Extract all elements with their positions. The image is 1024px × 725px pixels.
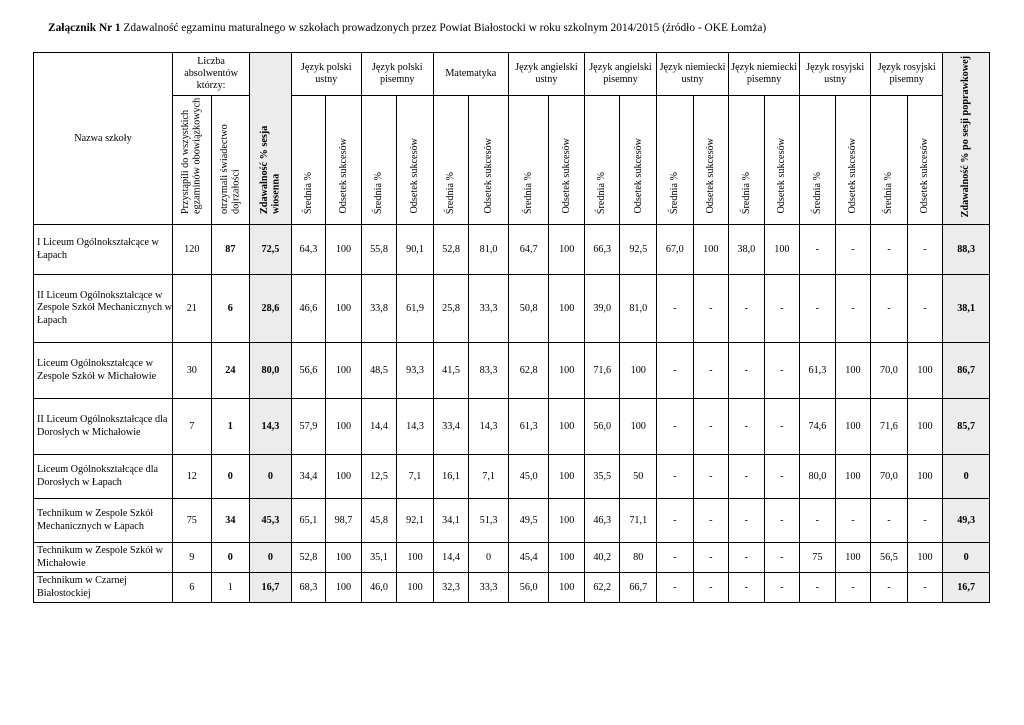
success-rate-cell: 71,1 — [620, 499, 657, 543]
average-cell: - — [657, 275, 694, 343]
average-cell: 61,3 — [800, 343, 836, 399]
success-rate-cell: 83,3 — [469, 343, 509, 399]
success-rate-cell: 81,0 — [620, 275, 657, 343]
success-rate-cell: 100 — [549, 343, 585, 399]
average-cell: - — [657, 455, 694, 499]
success-rate-cell: - — [693, 343, 729, 399]
school-name-cell: Liceum Ogólnokształcące dla Dorosłych w Łapach — [34, 455, 173, 499]
average-cell: 25,8 — [433, 275, 469, 343]
certificate-cell: 34 — [211, 499, 250, 543]
pass-may-cell: 0 — [250, 455, 292, 499]
pass-may-cell: 16,7 — [250, 573, 292, 603]
header-success-rate: Odsetek sukcesów — [549, 96, 585, 225]
success-rate-cell: 90,1 — [397, 225, 434, 275]
success-rate-cell: 100 — [549, 543, 585, 573]
success-rate-cell: - — [764, 399, 800, 455]
success-rate-cell: 80 — [620, 543, 657, 573]
took-exams-cell: 6 — [173, 573, 212, 603]
success-rate-cell: - — [693, 275, 729, 343]
average-cell: 48,5 — [361, 343, 397, 399]
table-row — [34, 455, 990, 499]
certificate-cell: 87 — [211, 225, 250, 275]
certificate-cell: 24 — [211, 343, 250, 399]
average-cell: 55,8 — [361, 225, 397, 275]
average-cell: 56,0 — [584, 399, 620, 455]
pass-may-cell: 72,5 — [250, 225, 292, 275]
average-cell: 35,5 — [584, 455, 620, 499]
pass-may-cell: 28,6 — [250, 275, 292, 343]
average-cell: - — [871, 499, 908, 543]
school-name-cell: II Liceum Ogólnokształcące w Zespole Szkół Mechanicznych w Łapach — [34, 275, 173, 343]
pass-may-cell: 0 — [250, 543, 292, 573]
caption-text: Zdawalność egzaminu maturalnego w szkołach prowadzonych przez Powiat Białostocki w roku szkolnym 2014/2015 (źródło - OKE Łomża) — [120, 22, 767, 34]
average-cell: 12,5 — [361, 455, 397, 499]
success-rate-cell: 100 — [693, 225, 729, 275]
average-cell: - — [657, 399, 694, 455]
success-rate-cell: - — [693, 499, 729, 543]
average-cell: - — [729, 399, 765, 455]
average-cell: 64,3 — [291, 225, 326, 275]
success-rate-cell: 100 — [326, 275, 362, 343]
took-exams-cell: 9 — [173, 543, 212, 573]
success-rate-cell: 100 — [549, 573, 585, 603]
header-subject: Język angielski ustny — [508, 53, 584, 96]
header-success-rate: Odsetek sukcesów — [907, 96, 943, 225]
average-cell: 56,6 — [291, 343, 326, 399]
average-cell: 35,1 — [361, 543, 397, 573]
header-success-rate: Odsetek sukcesów — [620, 96, 657, 225]
average-cell: 34,1 — [433, 499, 469, 543]
average-cell: 45,8 — [361, 499, 397, 543]
header-subject: Język polski pisemny — [361, 53, 433, 96]
success-rate-cell: - — [835, 573, 871, 603]
took-exams-cell: 7 — [173, 399, 212, 455]
average-cell: - — [657, 499, 694, 543]
average-cell: 16,1 — [433, 455, 469, 499]
average-cell: - — [729, 275, 765, 343]
certificate-cell: 6 — [211, 275, 250, 343]
success-rate-cell: 100 — [620, 343, 657, 399]
table-row — [34, 225, 990, 275]
success-rate-cell: 100 — [835, 543, 871, 573]
success-rate-cell: - — [693, 543, 729, 573]
average-cell: 68,3 — [291, 573, 326, 603]
success-rate-cell: 100 — [907, 455, 943, 499]
average-cell: 62,2 — [584, 573, 620, 603]
success-rate-cell: 51,3 — [469, 499, 509, 543]
success-rate-cell: - — [764, 455, 800, 499]
success-rate-cell: - — [835, 225, 871, 275]
school-name-cell: I Liceum Ogólnokształcące w Łapach — [34, 225, 173, 275]
average-cell: 45,0 — [508, 455, 549, 499]
pass-may-cell: 80,0 — [250, 343, 292, 399]
header-success-rate: Odsetek sukcesów — [326, 96, 362, 225]
took-exams-cell: 12 — [173, 455, 212, 499]
success-rate-cell: - — [764, 543, 800, 573]
page-caption — [48, 22, 766, 34]
school-name-cell: Technikum w Zespole Szkół w Michałowie — [34, 543, 173, 573]
success-rate-cell: - — [907, 225, 943, 275]
caption-label: Załącznik Nr 1 — [48, 22, 121, 34]
school-name-cell: Technikum w Czarnej Białostockiej — [34, 573, 173, 603]
average-cell: - — [800, 499, 836, 543]
header-pass-after-retake: Zdawalność % po sesji poprawkowej — [943, 53, 990, 225]
pass-after-retake-cell: 0 — [943, 543, 990, 573]
certificate-cell: 1 — [211, 399, 250, 455]
success-rate-cell: - — [835, 499, 871, 543]
average-cell: 80,0 — [800, 455, 836, 499]
header-took-exams: Przystąpili do wszystkich egzaminów obowiązkowych — [173, 96, 212, 225]
pass-may-cell: 14,3 — [250, 399, 292, 455]
success-rate-cell: 100 — [907, 543, 943, 573]
success-rate-cell: 33,3 — [469, 275, 509, 343]
average-cell: 45,4 — [508, 543, 549, 573]
success-rate-cell: 98,7 — [326, 499, 362, 543]
header-average: Średnia % — [584, 96, 620, 225]
pass-after-retake-cell: 86,7 — [943, 343, 990, 399]
average-cell: - — [871, 275, 908, 343]
success-rate-cell: - — [693, 399, 729, 455]
average-cell: - — [729, 573, 765, 603]
success-rate-cell: - — [835, 275, 871, 343]
average-cell: 75 — [800, 543, 836, 573]
success-rate-cell: - — [764, 275, 800, 343]
success-rate-cell: - — [907, 275, 943, 343]
average-cell: 46,6 — [291, 275, 326, 343]
success-rate-cell: 100 — [549, 275, 585, 343]
average-cell: 56,0 — [508, 573, 549, 603]
pass-after-retake-cell: 16,7 — [943, 573, 990, 603]
average-cell: 74,6 — [800, 399, 836, 455]
header-success-rate: Odsetek sukcesów — [764, 96, 800, 225]
certificate-cell: 1 — [211, 573, 250, 603]
header-average: Średnia % — [361, 96, 397, 225]
success-rate-cell: 100 — [326, 455, 362, 499]
success-rate-cell: 100 — [549, 499, 585, 543]
success-rate-cell: 100 — [326, 543, 362, 573]
header-success-rate: Odsetek sukcesów — [835, 96, 871, 225]
results-table — [33, 52, 990, 603]
header-got-certificate: otrzymali świadectwo dojrzałości — [211, 96, 250, 225]
success-rate-cell: 100 — [326, 343, 362, 399]
success-rate-cell: 50 — [620, 455, 657, 499]
average-cell: 14,4 — [361, 399, 397, 455]
average-cell: 38,0 — [729, 225, 765, 275]
average-cell: - — [800, 275, 836, 343]
success-rate-cell: 14,3 — [469, 399, 509, 455]
success-rate-cell: 61,9 — [397, 275, 434, 343]
average-cell: 66,3 — [584, 225, 620, 275]
success-rate-cell: 7,1 — [397, 455, 434, 499]
pass-after-retake-cell: 49,3 — [943, 499, 990, 543]
average-cell: 57,9 — [291, 399, 326, 455]
success-rate-cell: - — [907, 499, 943, 543]
took-exams-cell: 120 — [173, 225, 212, 275]
success-rate-cell: 100 — [764, 225, 800, 275]
header-pass-may: Zdawalność % sesja wiosenna — [250, 53, 292, 225]
header-subject: Język rosyjski ustny — [800, 53, 871, 96]
success-rate-cell: 100 — [549, 399, 585, 455]
table-row — [34, 275, 990, 343]
average-cell: 52,8 — [291, 543, 326, 573]
success-rate-cell: - — [907, 573, 943, 603]
average-cell: 70,0 — [871, 343, 908, 399]
average-cell: 33,4 — [433, 399, 469, 455]
success-rate-cell: 92,5 — [620, 225, 657, 275]
took-exams-cell: 21 — [173, 275, 212, 343]
average-cell: - — [800, 573, 836, 603]
header-average: Średnia % — [291, 96, 326, 225]
average-cell: 39,0 — [584, 275, 620, 343]
school-name-cell: II Liceum Ogólnokształcące dla Dorosłych w Michałowie — [34, 399, 173, 455]
certificate-cell: 0 — [211, 455, 250, 499]
header-subject: Język niemiecki pisemny — [729, 53, 800, 96]
success-rate-cell: 100 — [326, 225, 362, 275]
success-rate-cell: 100 — [835, 399, 871, 455]
average-cell: 71,6 — [871, 399, 908, 455]
average-cell: 62,8 — [508, 343, 549, 399]
pass-after-retake-cell: 38,1 — [943, 275, 990, 343]
pass-may-cell: 45,3 — [250, 499, 292, 543]
average-cell: 46,3 — [584, 499, 620, 543]
average-cell: 64,7 — [508, 225, 549, 275]
success-rate-cell: 100 — [835, 455, 871, 499]
table-row — [34, 573, 990, 603]
success-rate-cell: 100 — [907, 399, 943, 455]
header-subject: Język niemiecki ustny — [657, 53, 729, 96]
header-average: Średnia % — [729, 96, 765, 225]
header-subject: Język rosyjski pisemny — [871, 53, 943, 96]
success-rate-cell: - — [693, 455, 729, 499]
school-name-cell: Technikum w Zespole Szkół Mechanicznych w Łapach — [34, 499, 173, 543]
average-cell: 49,5 — [508, 499, 549, 543]
table-row — [34, 499, 990, 543]
success-rate-cell: 100 — [549, 455, 585, 499]
average-cell: 61,3 — [508, 399, 549, 455]
success-rate-cell: 14,3 — [397, 399, 434, 455]
header-average: Średnia % — [657, 96, 694, 225]
header-average: Średnia % — [871, 96, 908, 225]
average-cell: 52,8 — [433, 225, 469, 275]
success-rate-cell: 100 — [835, 343, 871, 399]
success-rate-cell: 100 — [326, 399, 362, 455]
average-cell: 71,6 — [584, 343, 620, 399]
average-cell: 67,0 — [657, 225, 694, 275]
header-success-rate: Odsetek sukcesów — [469, 96, 509, 225]
success-rate-cell: 33,3 — [469, 573, 509, 603]
took-exams-cell: 30 — [173, 343, 212, 399]
success-rate-cell: 7,1 — [469, 455, 509, 499]
average-cell: 70,0 — [871, 455, 908, 499]
header-success-rate: Odsetek sukcesów — [397, 96, 434, 225]
header-average: Średnia % — [508, 96, 549, 225]
average-cell: 46,0 — [361, 573, 397, 603]
average-cell: - — [657, 343, 694, 399]
average-cell: - — [871, 225, 908, 275]
average-cell: 33,8 — [361, 275, 397, 343]
pass-after-retake-cell: 85,7 — [943, 399, 990, 455]
success-rate-cell: 100 — [397, 543, 434, 573]
average-cell: 34,4 — [291, 455, 326, 499]
certificate-cell: 0 — [211, 543, 250, 573]
average-cell: 65,1 — [291, 499, 326, 543]
header-subject: Język angielski pisemny — [584, 53, 656, 96]
pass-after-retake-cell: 88,3 — [943, 225, 990, 275]
success-rate-cell: 66,7 — [620, 573, 657, 603]
success-rate-cell: - — [764, 343, 800, 399]
success-rate-cell: 0 — [469, 543, 509, 573]
average-cell: - — [729, 499, 765, 543]
table-row — [34, 399, 990, 455]
header-subject: Matematyka — [433, 53, 508, 96]
pass-after-retake-cell: 0 — [943, 455, 990, 499]
success-rate-cell: 81,0 — [469, 225, 509, 275]
success-rate-cell: - — [764, 499, 800, 543]
school-name-cell: Liceum Ogólnokształcące w Zespole Szkół w Michałowie — [34, 343, 173, 399]
header-success-rate: Odsetek sukcesów — [693, 96, 729, 225]
header-graduates-group: Liczba absolwentów którzy: — [173, 53, 250, 96]
average-cell: - — [729, 343, 765, 399]
header-average: Średnia % — [800, 96, 836, 225]
success-rate-cell: 100 — [907, 343, 943, 399]
average-cell: - — [729, 455, 765, 499]
average-cell: 32,3 — [433, 573, 469, 603]
average-cell: 56,5 — [871, 543, 908, 573]
average-cell: 14,4 — [433, 543, 469, 573]
header-school-name: Nazwa szkoły — [34, 53, 173, 225]
average-cell: - — [729, 543, 765, 573]
average-cell: - — [871, 573, 908, 603]
success-rate-cell: - — [764, 573, 800, 603]
average-cell: - — [657, 543, 694, 573]
success-rate-cell: 100 — [549, 225, 585, 275]
table-row — [34, 343, 990, 399]
average-cell: - — [657, 573, 694, 603]
header-subject: Język polski ustny — [291, 53, 361, 96]
success-rate-cell: 92,1 — [397, 499, 434, 543]
average-cell: - — [800, 225, 836, 275]
success-rate-cell: - — [693, 573, 729, 603]
success-rate-cell: 100 — [326, 573, 362, 603]
average-cell: 50,8 — [508, 275, 549, 343]
success-rate-cell: 100 — [397, 573, 434, 603]
table-row — [34, 543, 990, 573]
header-average: Średnia % — [433, 96, 469, 225]
success-rate-cell: 93,3 — [397, 343, 434, 399]
average-cell: 40,2 — [584, 543, 620, 573]
average-cell: 41,5 — [433, 343, 469, 399]
took-exams-cell: 75 — [173, 499, 212, 543]
success-rate-cell: 100 — [620, 399, 657, 455]
